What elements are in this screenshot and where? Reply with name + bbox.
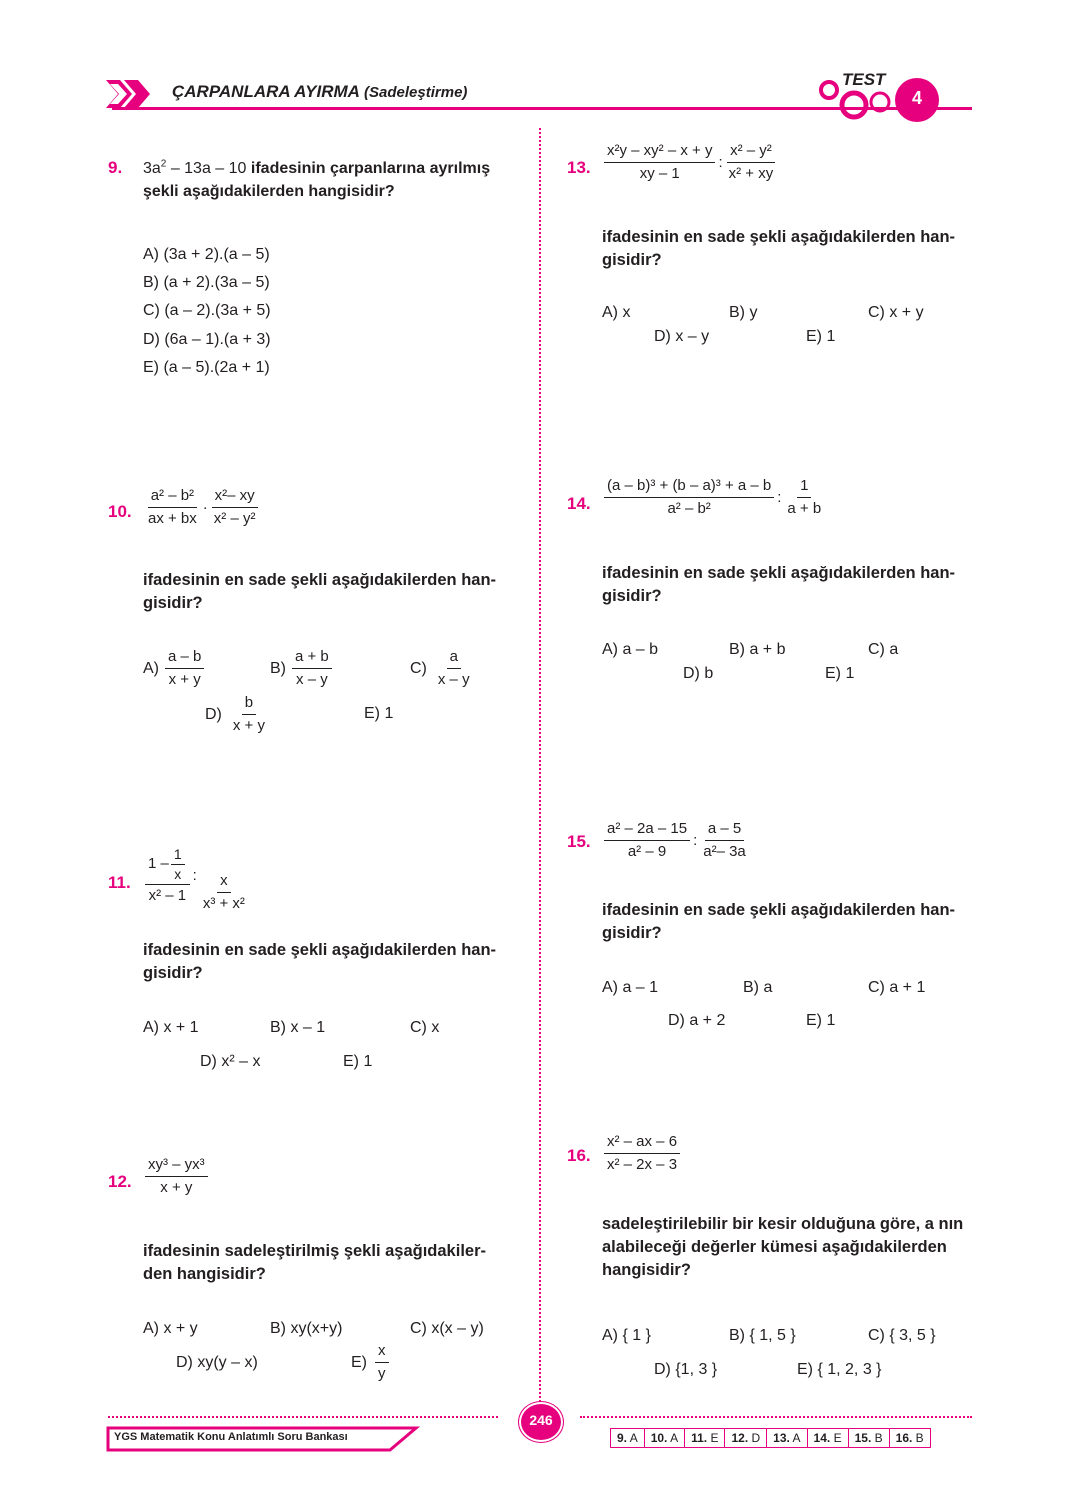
q13-option-c[interactable]: C) x + y [868,304,924,321]
footer-rule-left [108,1416,498,1418]
q11-expression: 1 – $\frac{1}{x}$ x² – 1 : $\frac{x}{\text{x³ + x²}}$ [143,838,250,913]
q10-option-d[interactable]: D) $\frac{b}{x + y}$ [205,694,265,734]
q10-stem: ifadesinin en sade şekli aşağıdakilerden han- gisidir? [143,571,497,612]
q16-option-b[interactable]: B) { 1, 5 } [729,1327,796,1344]
q11-stem: ifadesinin en sade şekli aşağıdakilerden han- gisidir? [143,941,497,982]
q11-option-e[interactable]: E) 1 [343,1053,373,1070]
footer-rule-right [580,1416,972,1418]
page-number: 246 [529,1412,553,1428]
q10-expression: $\frac{\text{a² – b²}}{ax + bx}$ · $\frac{\text{x²– xy}}{\text{x² – y²}}$ [143,487,260,528]
q14-option-a[interactable]: A) a – b [602,641,659,658]
q16-stem: sadeleştirilebilir bir kesir olduğuna göre, a nın alabileceği değerler kümesi aşağıdakilerden hangisidir? [602,1215,964,1279]
answer-11: 11. E [685,1429,725,1448]
q13-option-a[interactable]: A) x [602,304,631,321]
q14-option-d[interactable]: D) b [683,665,714,682]
q14-stem: ifadesinin en sade şekli aşağıdakilerden han- gisidir? [602,564,956,605]
q10-option-e[interactable]: E) 1 [364,705,394,722]
q12-option-c[interactable]: C) x(x – y) [410,1320,484,1337]
q15-stem: ifadesinin en sade şekli aşağıdakilerden han- gisidir? [602,901,956,942]
test-number: 4 [911,88,922,108]
q16-option-c[interactable]: C) { 3, 5 } [868,1327,936,1344]
q10-option-b[interactable]: B) $\frac{a + b}{x - y}$ [270,648,334,689]
q13-stem: ifadesinin en sade şekli aşağıdakilerden han- gisidir? [602,228,956,269]
q11-option-c[interactable]: C) x [410,1019,440,1036]
q13-option-b[interactable]: B) y [729,304,758,321]
q14-expression: $\frac{\text{(a – b)³ + (b – a)³ + a – b}}{\text{a² – b²}}$ : $\frac{1}{a + b}$ [602,477,826,518]
q15-option-e[interactable]: E) 1 [806,1012,836,1029]
answer-9: 9. A [611,1429,645,1448]
q16-option-e[interactable]: E) { 1, 2, 3 } [797,1361,882,1378]
q12-option-e[interactable]: E) $\frac{x}{y}$ [351,1342,391,1383]
column-divider [539,128,541,1418]
q12-option-d[interactable]: D) xy(y – x) [176,1354,258,1371]
answer-15: 15. B [848,1429,889,1448]
answer-12: 12. D [725,1429,767,1448]
q9-option-e[interactable]: E) (a – 5).(2a + 1) [143,359,270,376]
q9-option-b[interactable]: B) (a + 2).(3a – 5) [143,274,270,291]
q9-option-c[interactable]: C) (a – 2).(3a + 5) [143,302,271,319]
answer-14: 14. E [807,1429,848,1448]
page-title: ÇARPANLARA AYIRMA (Sadeleştirme) [172,82,468,101]
q11-option-b[interactable]: B) x – 1 [270,1019,326,1036]
q12-option-a[interactable]: A) x + y [143,1320,198,1337]
q14-option-c[interactable]: C) a [868,641,899,658]
q14-option-e[interactable]: E) 1 [825,665,855,682]
q15-option-d[interactable]: D) a + 2 [668,1012,726,1029]
q9-option-a[interactable]: A) (3a + 2).(a – 5) [143,246,270,263]
q11-option-a[interactable]: A) x + 1 [143,1019,199,1036]
answer-key [610,1428,931,1448]
answer-16: 16. B [889,1429,930,1448]
q9-option-d[interactable]: D) (6a – 1).(a + 3) [143,331,271,348]
q16-option-a[interactable]: A) { 1 } [602,1327,651,1344]
q10-option-a[interactable]: A) $\frac{a - b}{x + y}$ [143,648,206,689]
q13-expression: $\frac{\text{x²y – xy² – x + y}}{xy - 1}$ : $\frac{\text{x² – y²}}{\text{x² + xy}}$ [602,142,778,183]
q12-expression: $\frac{\text{xy³ – yx³}}{x + y}$ [143,1156,210,1197]
answer-13: 13. A [767,1429,807,1448]
q16-option-d[interactable]: D) {1, 3 } [654,1361,718,1378]
chevron-arrows-icon [106,78,166,110]
book-title: YGS Matematik Konu Anlatımlı Soru Bankası [114,1431,348,1443]
q14-option-b[interactable]: B) a + b [729,641,786,658]
q11-option-d[interactable]: D) x² – x [200,1053,261,1070]
test-label: TEST [842,70,886,89]
q12-option-b[interactable]: B) xy(x+y) [270,1320,343,1337]
q9-stem: $3a^2 - 13a - 10$ ifadesinin çarpanlarına ayrılmış şekli aşağıdakilerden hangisidir? [143,158,491,200]
q16-expression: $\frac{\text{x² – ax – 6}}{\text{x² – 2x – 3}}$ [602,1133,682,1174]
q15-option-b[interactable]: B) a [743,979,773,996]
q10-option-c[interactable]: C) $\frac{a}{x - y}$ [410,648,470,688]
q15-option-c[interactable]: C) a + 1 [868,979,926,996]
q15-expression: $\frac{\text{a² – 2a – 15}}{\text{a² – 9}}$ : $\frac{a - 5}{\text{a²– 3a}}$ [602,820,751,861]
test-badge-icon [812,70,972,125]
q13-option-e[interactable]: E) 1 [806,328,836,345]
q15-option-a[interactable]: A) a – 1 [602,979,659,996]
q12-stem: ifadesinin sadeleştirilmiş şekli aşağıdakiler- den hangisidir? [143,1242,486,1283]
answer-10: 10. A [644,1429,684,1448]
q13-option-d[interactable]: D) x – y [654,328,710,345]
